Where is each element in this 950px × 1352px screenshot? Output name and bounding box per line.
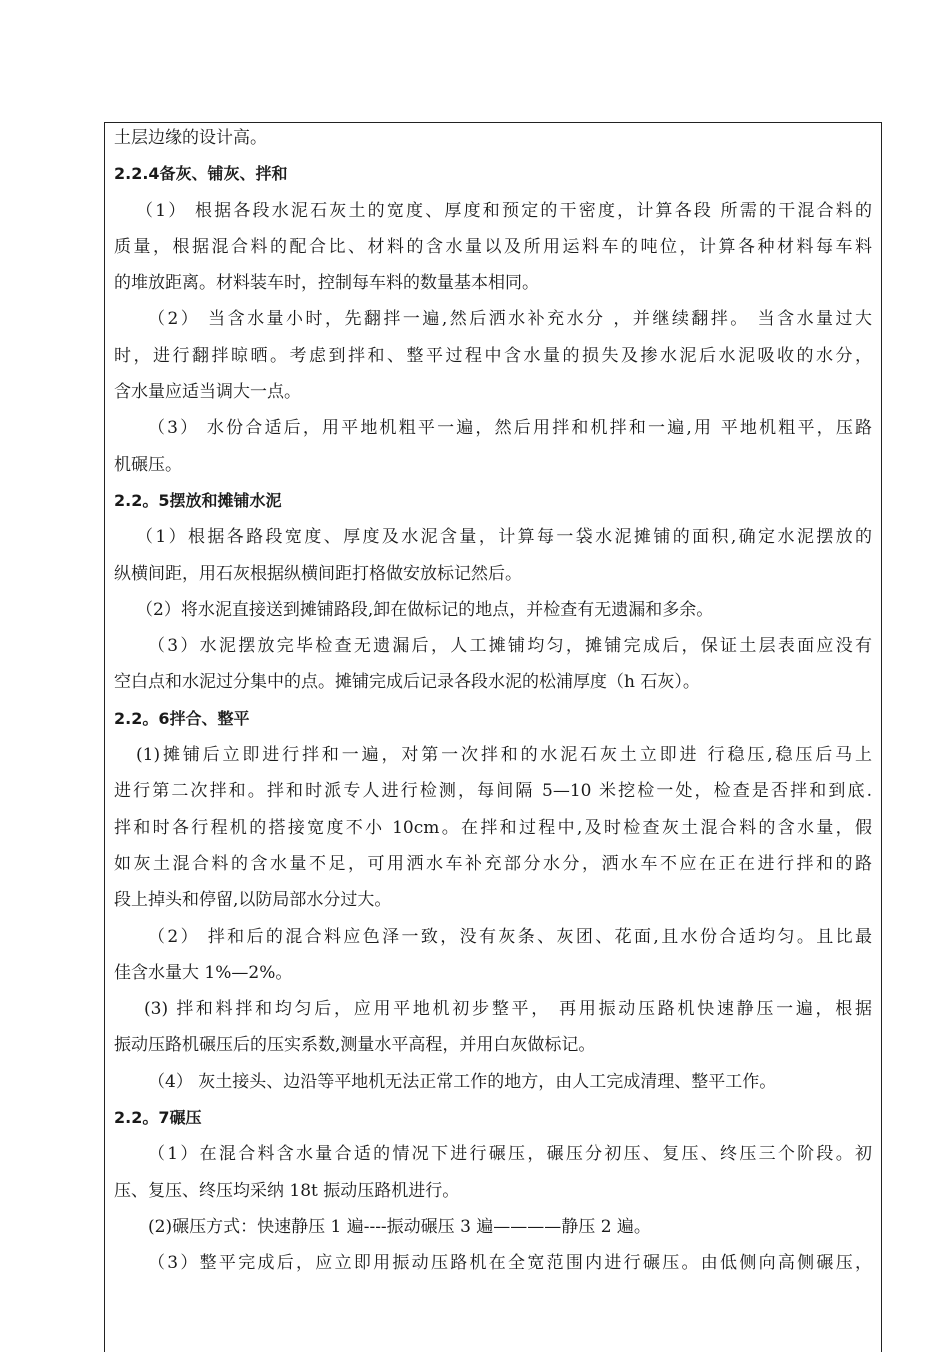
paragraph-line: (1)摊铺后立即进行拌和一遍，对第一次拌和的水泥石灰土立即进 行稳压,稳压后马上 <box>136 745 872 766</box>
paragraph-line: (2)碾压方式：快速静压 1 遍----振动碾压 3 遍————静压 2 遍。 <box>148 1216 651 1237</box>
paragraph-line: 含水量应适当调大一点。 <box>114 382 301 403</box>
paragraph-line: （2） 拌和后的混合料应色泽一致，没有灰条、灰团、花面,且水份合适均匀。且比最 <box>148 926 872 947</box>
paragraph-line: 进行第二次拌和。拌和时派专人进行检测，每间隔 5—10 米挖检一处，检查是否拌和到底. <box>114 781 872 802</box>
paragraph-line: 时，进行翻拌晾晒。考虑到拌和、整平过程中含水量的损失及掺水泥后水泥吸收的水分， <box>114 345 872 366</box>
paragraph-line: 质量，根据混合料的配合比、材料的含水量以及所用运料车的吨位，计算各种材料每车料 <box>114 236 872 257</box>
paragraph-line: 的堆放距离。材料装车时，控制每车料的数量基本相同。 <box>114 273 539 294</box>
paragraph-line: (3) 拌和料拌和均匀后，应用平地机初步整平， 再用振动压路机快速静压一遍，根据 <box>144 999 872 1020</box>
paragraph-line: 土层边缘的设计高。 <box>114 128 267 148</box>
paragraph-line: 机碾压。 <box>114 454 182 475</box>
paragraph-line: 段上掉头和停留,以防局部水分过大。 <box>114 890 392 911</box>
paragraph-line: （2）将水泥直接送到摊铺路段,卸在做标记的地点，并检查有无遗漏和多余。 <box>136 599 714 620</box>
section-heading: 2.2。6拌合、整平 <box>114 708 250 728</box>
paragraph-line: （3）水泥摆放完毕检查无遗漏后，人工摊铺均匀，摊铺完成后，保证土层表面应没有 <box>148 636 872 657</box>
document-body <box>114 120 872 1282</box>
section-heading: 2.2。7碾压 <box>114 1108 202 1128</box>
paragraph-line: 拌和时各行程机的搭接宽度不小 10cm。在拌和过程中,及时检查灰土混合料的含水量，假 <box>114 817 872 838</box>
paragraph-line: （3）整平完成后，应立即用振动压路机在全宽范围内进行碾压。由低侧向高侧碾压， <box>148 1253 872 1274</box>
paragraph-line: （3） 水份合适后，用平地机粗平一遍，然后用拌和机拌和一遍,用 平地机粗平，压路 <box>148 418 872 439</box>
paragraph-line: 纵横间距，用石灰根据纵横间距打格做安放标记然后。 <box>114 563 522 584</box>
paragraph-line: 压、复压、终压均采纳 18t 振动压路机进行。 <box>114 1180 460 1201</box>
paragraph-line: 如灰土混合料的含水量不足，可用洒水车补充部分水分，洒水车不应在正在进行拌和的路 <box>114 853 872 874</box>
paragraph-line: （4） 灰土接头、边沿等平地机无法正常工作的地方，由人工完成清理、整平工作。 <box>148 1071 777 1092</box>
section-heading: 2.2.4备灰、铺灰、拌和 <box>114 164 288 184</box>
paragraph-line: （1）在混合料含水量合适的情况下进行碾压，碾压分初压、复压、终压三个阶段。初 <box>148 1144 872 1165</box>
paragraph-line: （1） 根据各段水泥石灰土的宽度、厚度和预定的干密度，计算各段 所需的干混合料的 <box>136 200 872 221</box>
paragraph-line: 佳含水量大 1%—2%。 <box>114 962 293 983</box>
paragraph-line: 空白点和水泥过分集中的点。摊铺完成后记录各段水泥的松浦厚度（h 石灰）。 <box>114 672 700 693</box>
paragraph-line: （1）根据各路段宽度、厚度及水泥含量，计算每一袋水泥摊铺的面积,确定水泥摆放的 <box>136 527 872 548</box>
section-heading: 2.2。5摆放和摊铺水泥 <box>114 490 282 510</box>
paragraph-line: 振动压路机碾压后的压实系数,测量水平高程，并用白灰做标记。 <box>114 1035 596 1056</box>
paragraph-line: （2） 当含水量小时，先翻拌一遍,然后洒水补充水分 ，并继续翻拌。 当含水量过大 <box>148 309 872 330</box>
